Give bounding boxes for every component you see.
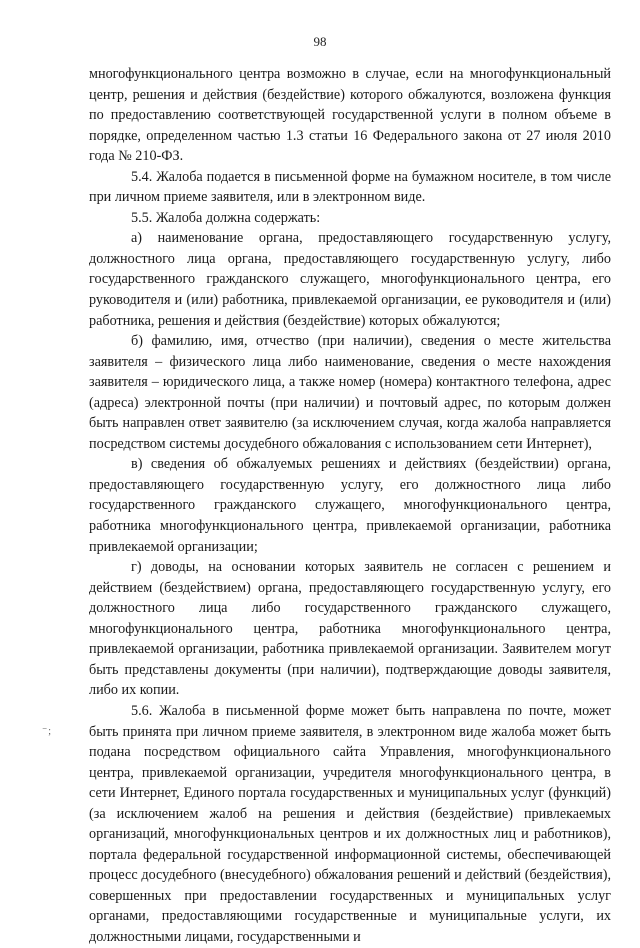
paragraph-continuation: многофункционального центра возможно в случае, если на многофункциональный центр, решения и действия (бездействие) которого обжалуются, возложена функция по предоставлению соответствующей государственной услуги в полном объеме в порядке, определенном частью 1.3 статьи 16 Федерального закона от 27 июля 2010 года № 210-ФЗ. [89,66,611,165]
paragraph-5-5-g: г) доводы, на основании которых заявитель не согласен с решением и действием (бездействием) органа, предоставляющего государственную услугу, его должностного лица либо государственного гражданского служащего, многофункционального центра, работника многофункционального центра, привлекаемой организации, работника привлекаемой организации. Заявителем могут быть представлены документы (при наличии), подтверждающие доводы заявителя, либо их копии. [89,559,611,699]
document-body [89,64,611,948]
paragraph-5-5-a: а) наименование органа, предоставляющего государственную услугу, должностного лица органа, предоставляющего государственную услугу, либо государственного гражданского служащего, многофункционального центра, его руководителя и (или) работника, привлекаемой организации, ее руководителя и (или) работника, решения и действия (бездействие) которых обжалуются; [89,230,611,329]
paragraph-5-6: 5.6. Жалоба в письменной форме может быть направлена по почте, может быть принята при личном приеме заявителя, в электронном виде жалоба может быть подана посредством официального сайта Управления, многофункционального центра, привлекаемой организации, учредителя многофункционального центра, в сети Интернет, Единого портала государственных и муниципальных услуг (функций) (за исключением жалоб на решения и действия (бездействие) привлекаемых организаций, многофункциональных центров и их должностных лиц и работников), портала федеральной государственной информационной системы, обеспечивающей процесс досудебного (внесудебного) обжалования решений и действий (бездействия), совершенных при предоставлении государственных и муниципальных услуг органами, предоставляющими государственные и муниципальные услуги, их должностными лицами, государственными и [89,702,611,945]
paragraph-5-5-v: в) сведения об обжалуемых решениях и действиях (бездействии) органа, предоставляющего государственную услугу, его должностного лица либо государственного гражданского служащего, многофункционального центра, работника многофункционального центра, привлекаемой организации, работника привлекаемой организации; [89,456,611,555]
paragraph-5-5-b: б) фамилию, имя, отчество (при наличии), сведения о месте жительства заявителя – физического лица либо наименование, сведения о месте нахождения заявителя – юридического лица, а также номер (номера) контактного телефона, адрес (адреса) электронной почты (при наличии) и почтовый адрес, по которым должен быть направлен ответ заявителю (за исключением случая, когда жалоба направляется посредством системы досудебного обжалования с использованием сети Интернет), [89,333,611,452]
paragraph-5-4: 5.4. Жалоба подается в письменной форме на бумажном носителе, в том числе при личном приеме заявителя, или в электронном виде. [89,168,611,206]
margin-scan-mark: ⁻; [42,726,53,737]
page-number: 98 [313,34,327,49]
paragraph-5-5: 5.5. Жалоба должна содержать: [131,209,321,226]
